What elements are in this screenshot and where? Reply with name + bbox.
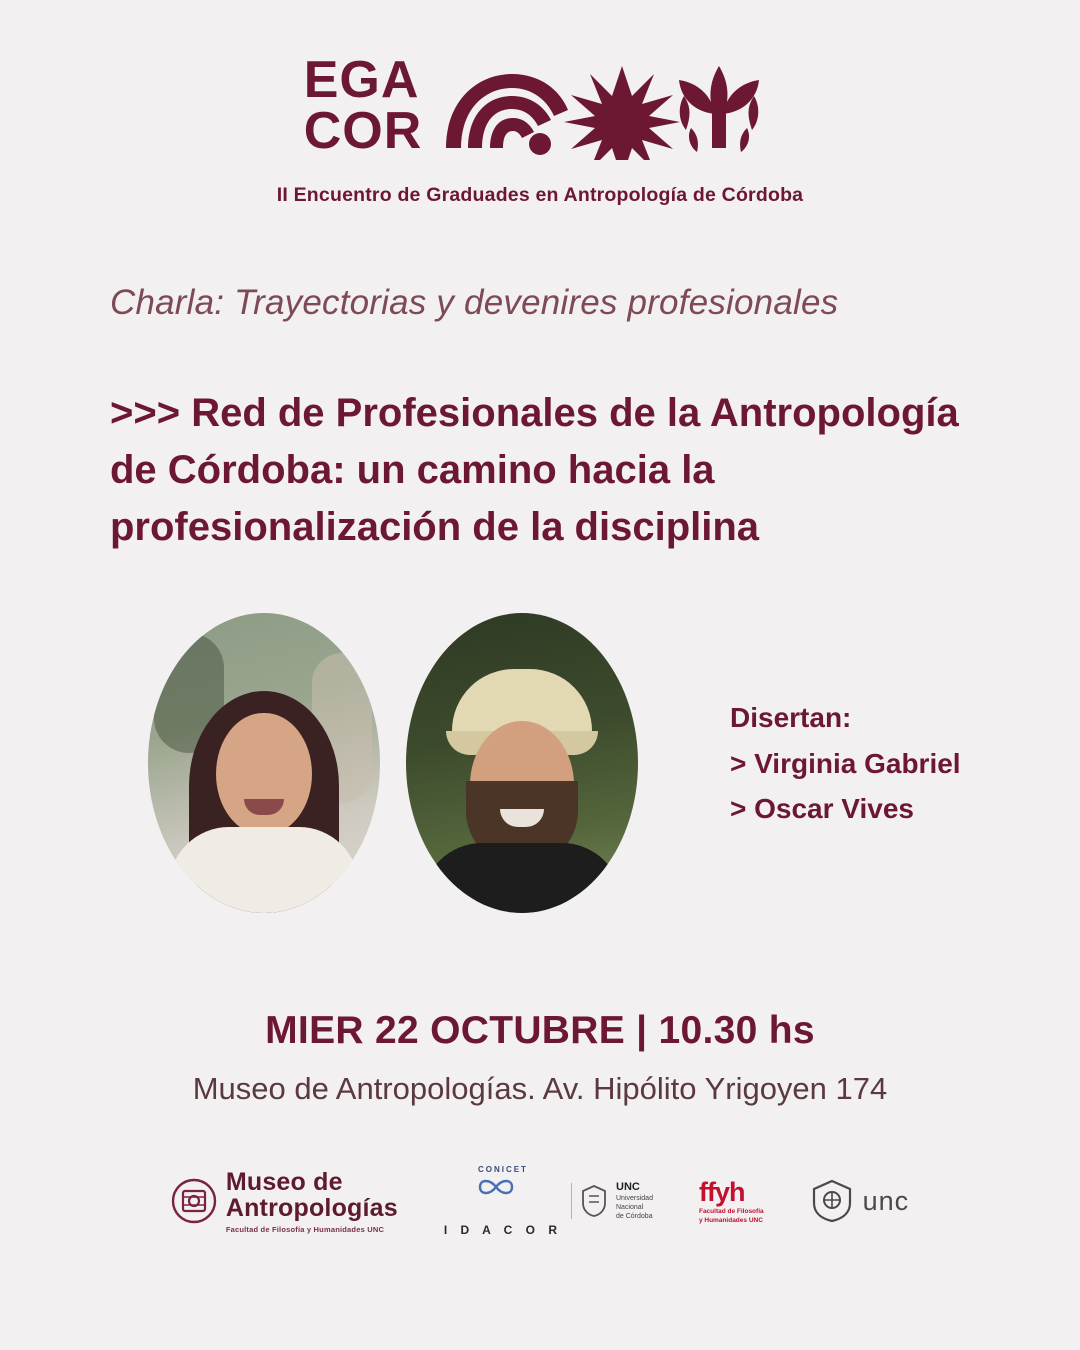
unc-mini-block — [616, 1181, 653, 1221]
unc-wordmark: unc — [862, 1185, 910, 1216]
unc-shield-icon — [581, 1184, 607, 1218]
ffyh-sub-line2: y Humanidades UNC — [698, 1216, 763, 1224]
conicet-wordmark: CONICET — [477, 1165, 528, 1175]
talk-title: >>> Red de Profesionales de la Antropología de Córdoba: un camino hacia la profesionalización de la disciplina — [110, 391, 959, 549]
museo-faculty-line: Facultad de Filosofía y Humanidades UNC — [225, 1224, 385, 1234]
sponsor-strip — [0, 1165, 1080, 1237]
unc-crest-icon — [810, 1178, 854, 1224]
conicet-infinity-icon — [474, 1174, 532, 1200]
sponsor-ffyh — [699, 1178, 764, 1224]
speakers-list — [730, 695, 961, 831]
event-date: MIER 22 OCTUBRE | 10.30 hs — [265, 1009, 815, 1053]
logo-wordmark-line1: EGA — [303, 51, 420, 110]
sponsor-divider — [571, 1183, 572, 1219]
speaker-photo-1 — [148, 613, 380, 913]
speaker-name-2: > Oscar Vives — [730, 793, 914, 825]
ega-cor-pattern-mark-icon — [436, 52, 776, 160]
speaker-photo-2 — [406, 613, 638, 913]
speakers-label: Disertan: — [730, 702, 852, 734]
event-venue: Museo de Antropologías. Av. Hipólito Yrigoyen 174 — [192, 1071, 888, 1107]
speakers-section — [0, 613, 1080, 913]
sponsor-museo-de-antropologias — [171, 1169, 398, 1233]
sponsor-unc — [810, 1178, 910, 1224]
speaker-name-1: > Virginia Gabriel — [730, 747, 961, 779]
museo-seal-icon — [171, 1178, 217, 1224]
unc-mini-mark: UNC — [616, 1181, 640, 1194]
ffyh-wordmark: ffyh — [698, 1177, 745, 1208]
idacor-wordmark: I D A C O R — [443, 1223, 562, 1238]
unc-mini-line1: Universidad — [616, 1195, 653, 1203]
logo-lockup — [0, 52, 1080, 160]
sponsor-conicet-idacor — [444, 1165, 653, 1237]
brand-header — [0, 0, 1080, 207]
museo-name-line1: Museo de — [225, 1168, 343, 1197]
unc-mini-line3: de Córdoba — [616, 1212, 653, 1220]
museo-name-line2: Antropologías — [225, 1194, 398, 1223]
brand-subtitle: II Encuentro de Graduades en Antropología de Córdoba — [276, 184, 804, 206]
talk-kicker: Charla: Trayectorias y devenires profesionales — [110, 283, 839, 322]
logo-wordmark-line2: COR — [303, 102, 423, 160]
unc-mini-line2: Nacional — [616, 1203, 644, 1211]
logo-wordmark — [303, 51, 423, 160]
ffyh-sub-line1: Facultad de Filosofía — [698, 1207, 764, 1215]
